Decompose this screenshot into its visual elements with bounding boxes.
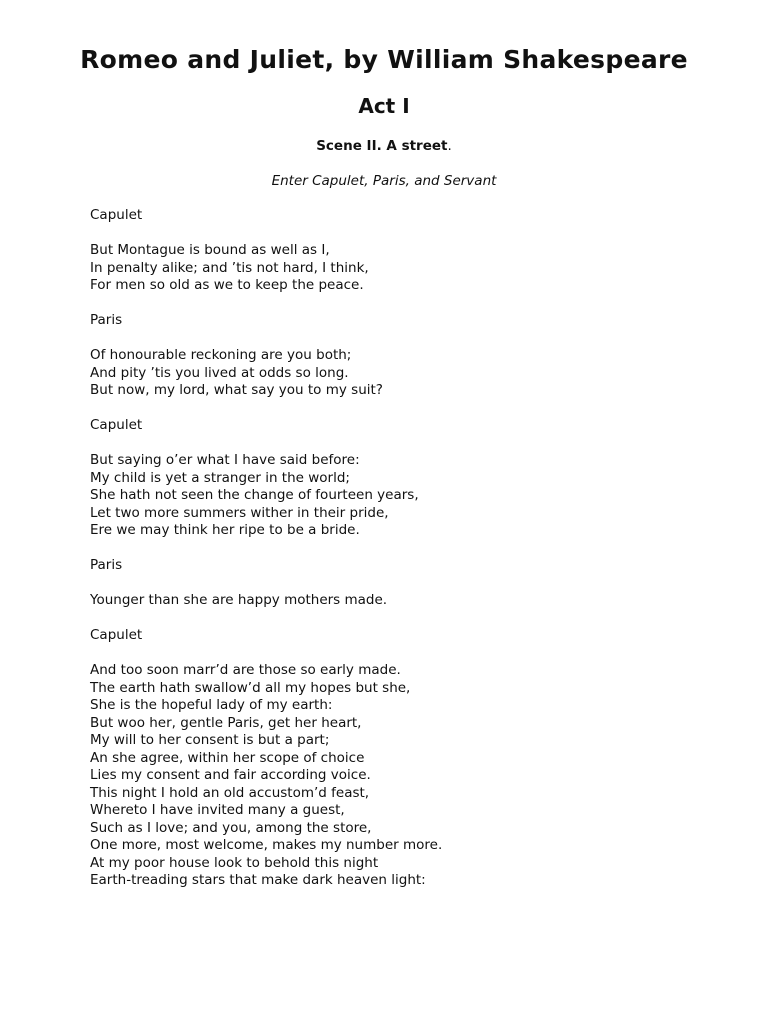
verse-line: An she agree, within her scope of choice <box>90 749 365 766</box>
speech-block <box>90 452 710 540</box>
verse-line: Lies my consent and fair according voice. <box>90 767 371 783</box>
verse-line: Earth-treading stars that make dark heaven light: <box>90 872 426 888</box>
act-heading: Act I <box>358 94 410 118</box>
verse-line: This night I hold an old accustom’d feast, <box>90 784 370 801</box>
verse-line: At my poor house look to behold this night <box>90 854 379 871</box>
speech-block <box>90 347 710 400</box>
verse-line: In penalty alike; and ’tis not hard, I think, <box>90 259 369 276</box>
verse-line: My child is yet a stranger in the world; <box>90 469 350 486</box>
dialogue <box>90 207 710 907</box>
scene-heading-period: . <box>447 138 452 154</box>
verse-line: Ere we may think her ripe to be a bride. <box>90 522 360 538</box>
verse-line: Such as I love; and you, among the store, <box>90 819 372 836</box>
verse-line: My will to her consent is but a part; <box>90 732 330 748</box>
verse-line: But now, my lord, what say you to my suit? <box>90 382 383 398</box>
verse-line: The earth hath swallow’d all my hopes but she, <box>90 679 411 696</box>
speaker-name: Paris <box>90 557 123 573</box>
scene-heading-text: Scene II. A street <box>316 138 448 154</box>
verse-line: Of honourable reckoning are you both; <box>90 347 352 363</box>
speaker-name: Paris <box>90 312 123 328</box>
stage-direction: Enter Capulet, Paris, and Servant <box>271 173 497 189</box>
speaker-name: Capulet <box>90 417 143 433</box>
verse-line: She is the hopeful lady of my earth: <box>90 697 333 713</box>
scene-heading <box>0 137 768 155</box>
verse-line: Let two more summers wither in their pride, <box>90 504 389 521</box>
speaker-name: Capulet <box>90 207 143 223</box>
verse-line: She hath not seen the change of fourteen years, <box>90 487 419 503</box>
verse-line: But saying o’er what I have said before: <box>90 452 360 468</box>
document-title: Romeo and Juliet, by William Shakespeare <box>80 45 688 74</box>
speech-block <box>90 242 710 295</box>
verse-line: Whereto I have invited many a guest, <box>90 802 345 818</box>
verse-line: And pity ’tis you lived at odds so long. <box>90 364 349 381</box>
speech-block <box>90 592 710 610</box>
speaker-name: Capulet <box>90 627 143 643</box>
verse-line: But Montague is bound as well as I, <box>90 242 330 258</box>
verse-line: For men so old as we to keep the peace. <box>90 277 364 293</box>
verse-line: And too soon marr’d are those so early made. <box>90 662 401 678</box>
verse-line: Younger than she are happy mothers made. <box>90 592 388 608</box>
speech-block <box>90 662 710 890</box>
verse-line: But woo her, gentle Paris, get her heart, <box>90 714 362 731</box>
verse-line: One more, most welcome, makes my number more. <box>90 837 443 853</box>
